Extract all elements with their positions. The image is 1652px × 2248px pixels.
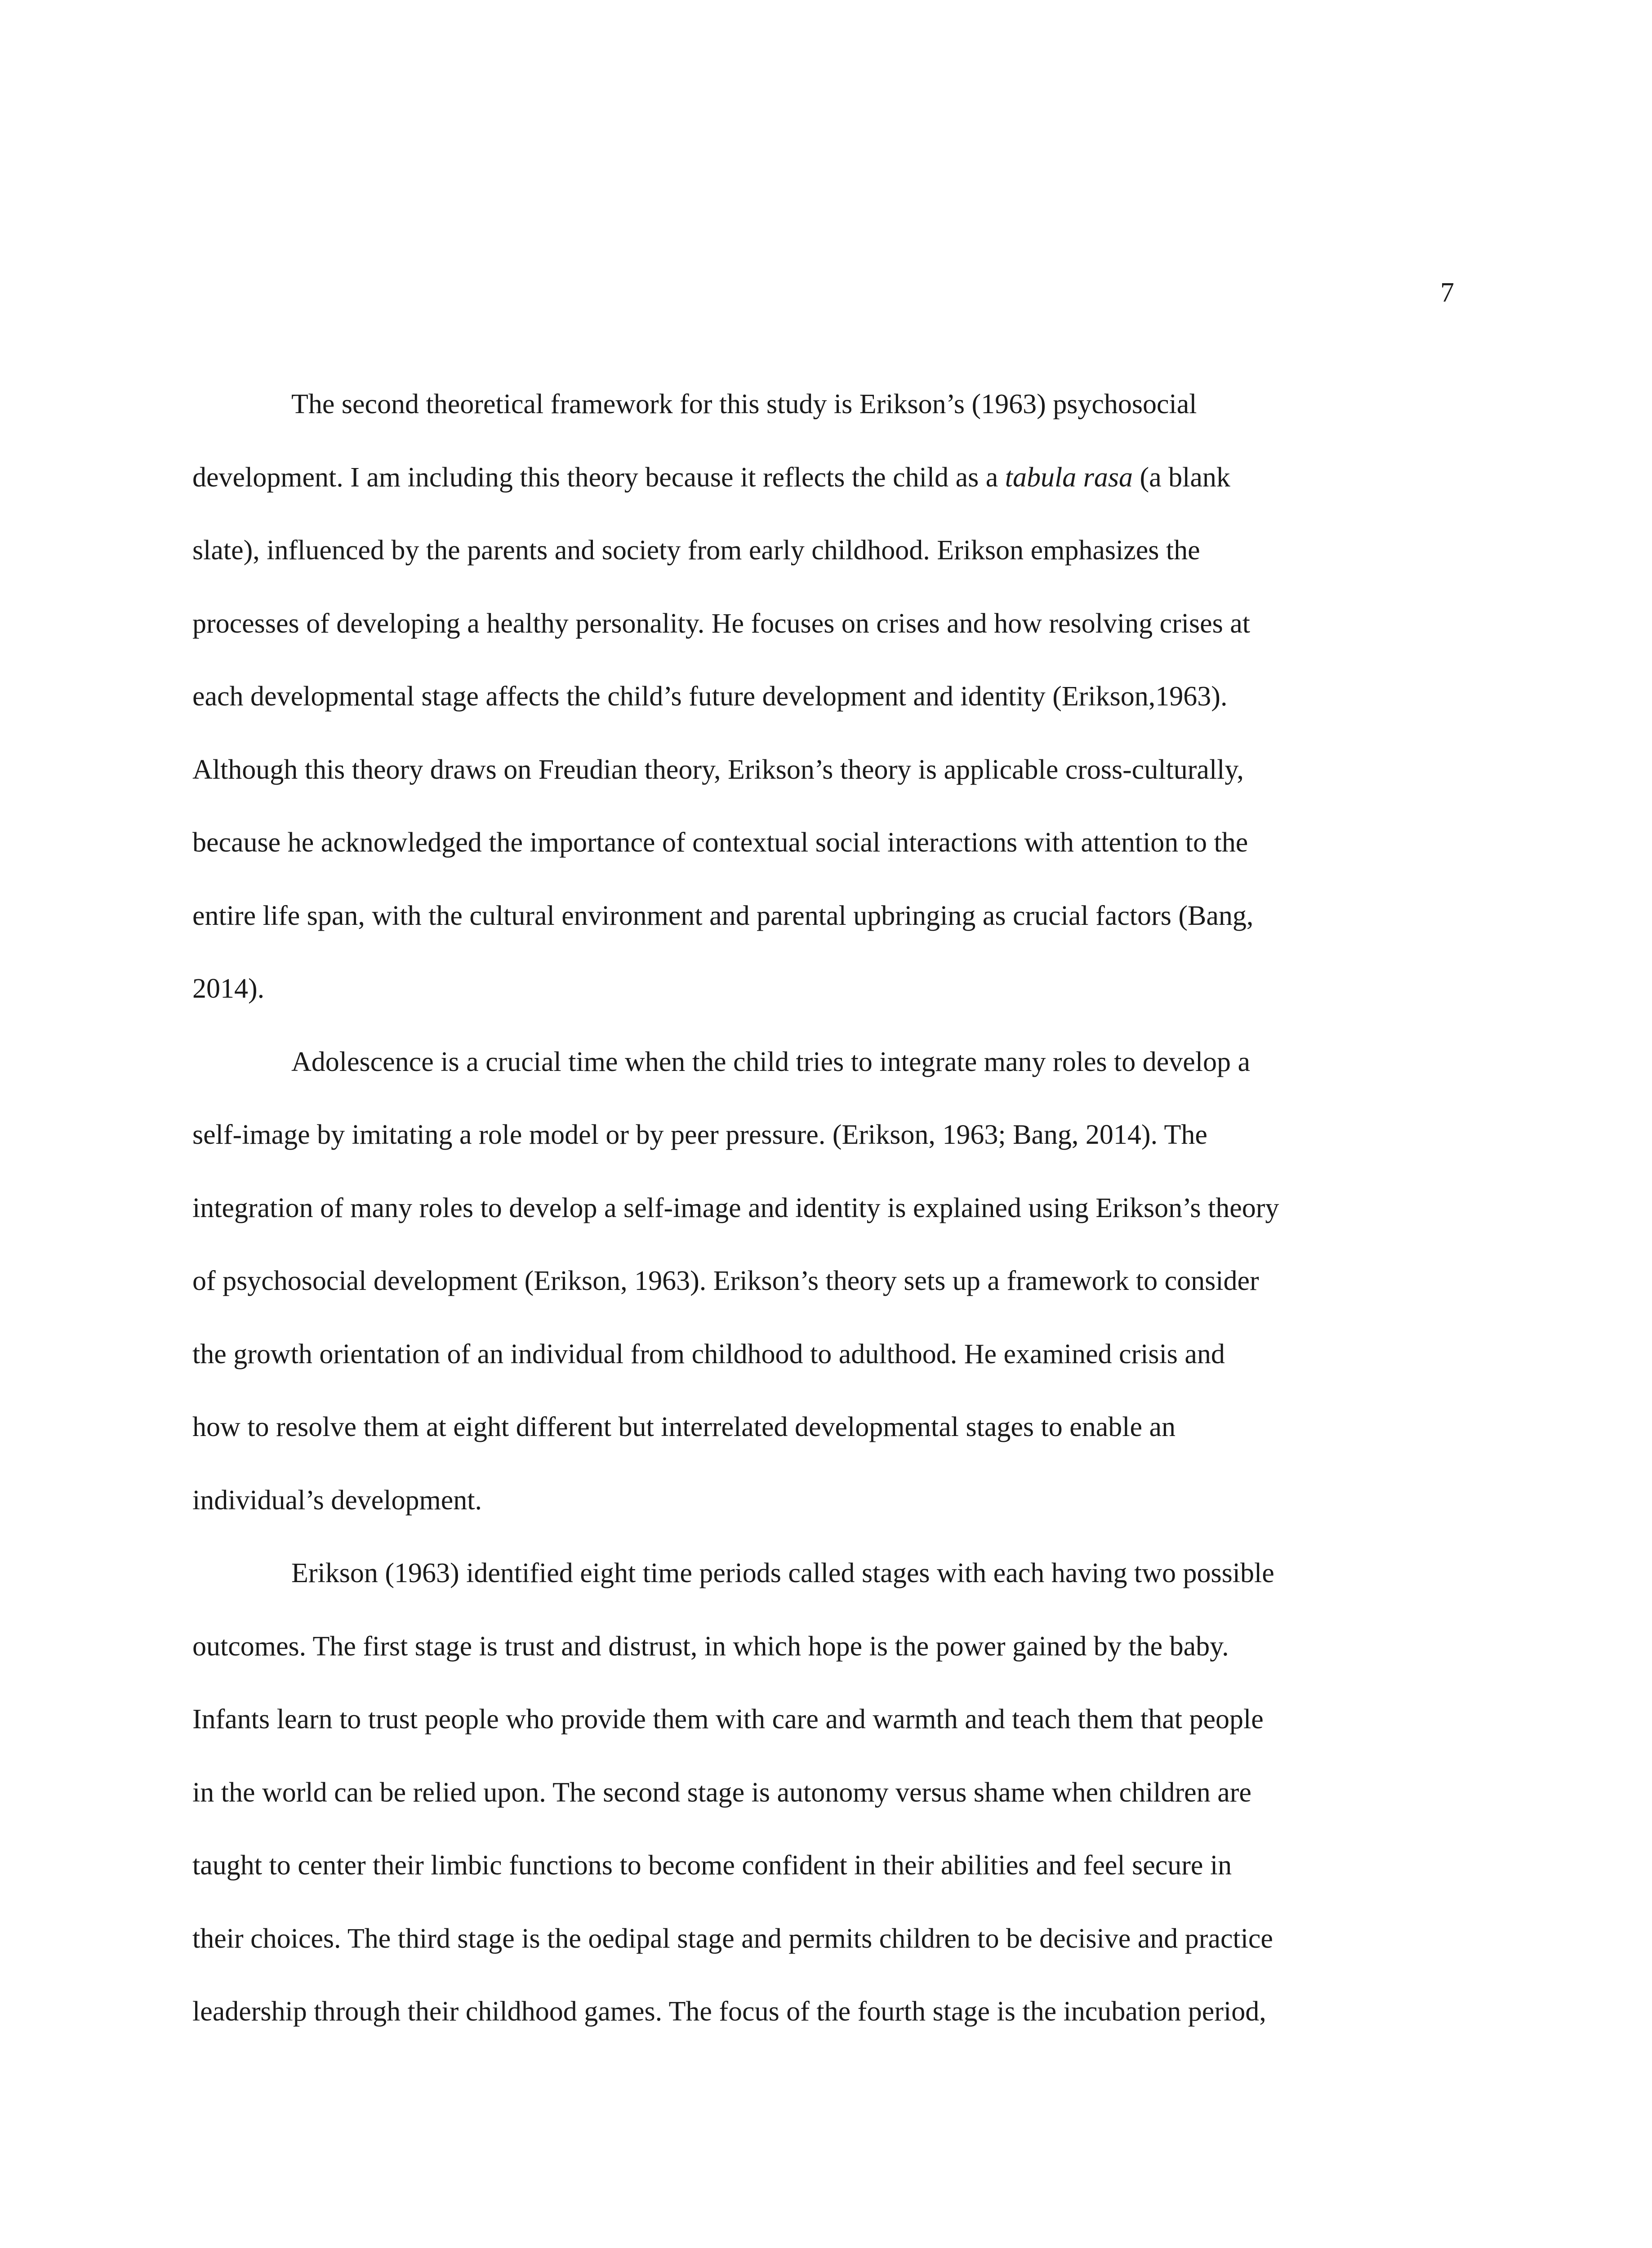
text-line: Adolescence is a crucial time when the child tries to integrate many roles to develop a [291,1046,1251,1077]
text-line: The second theoretical framework for this study is Erikson’s (1963) psychosocial [291,389,1197,419]
text-line: slate), influenced by the parents and society from early childhood. Erikson emphasizes the [192,535,1200,566]
text-line: Although this theory draws on Freudian theory, Erikson’s theory is applicable cross-culturally, [192,754,1244,785]
text-line: Erikson (1963) identified eight time periods called stages with each having two possible [291,1558,1274,1588]
italic-term: tabula rasa [1005,462,1133,493]
text-line: taught to center their limbic functions to become confident in their abilities and feel secure in [192,1850,1232,1881]
text-line: of psychosocial development (Erikson, 1963). Erikson’s theory sets up a framework to consider [192,1266,1259,1296]
page-number: 7 [1440,277,1454,308]
text-line: individual’s development. [192,1485,482,1516]
text-line: how to resolve them at eight different but interrelated developmental stages to enable an [192,1412,1176,1442]
text-line: self-image by imitating a role model or by peer pressure. (Erikson, 1963; Bang, 2014). The [192,1120,1207,1150]
paragraph [192,368,1451,1026]
text-line: integration of many roles to develop a self-image and identity is explained using Erikson’s theory [192,1192,1279,1223]
text-line: processes of developing a healthy personality. He focuses on crises and how resolving crises at [192,608,1251,639]
text-line: entire life span, with the cultural environment and parental upbringing as crucial factors (Bang, [192,900,1254,931]
text-line: outcomes. The first stage is trust and distrust, in which hope is the power gained by the baby. [192,1631,1229,1662]
paragraph [192,1026,1451,1537]
paragraph [192,1537,1451,2048]
text-line: each developmental stage affects the child’s future development and identity (Erikson,1963). [192,681,1228,712]
text-line: their choices. The third stage is the oedipal stage and permits children to be decisive and practice [192,1923,1273,1954]
text-line: in the world can be relied upon. The second stage is autonomy versus shame when children are [192,1777,1251,1808]
text-line: the growth orientation of an individual from childhood to adulthood. He examined crisis and [192,1338,1225,1369]
text-line: development. I am including this theory because it reflects the child as a tabula rasa (a blank [192,462,1230,493]
text-line: 2014). [192,973,265,1004]
text-line: leadership through their childhood games. The focus of the fourth stage is the incubation period, [192,1996,1266,2027]
body-text [192,368,1451,2048]
text-line: Infants learn to trust people who provide them with care and warmth and teach them that people [192,1704,1264,1735]
text-line: because he acknowledged the importance of contextual social interactions with attention to the [192,827,1248,858]
